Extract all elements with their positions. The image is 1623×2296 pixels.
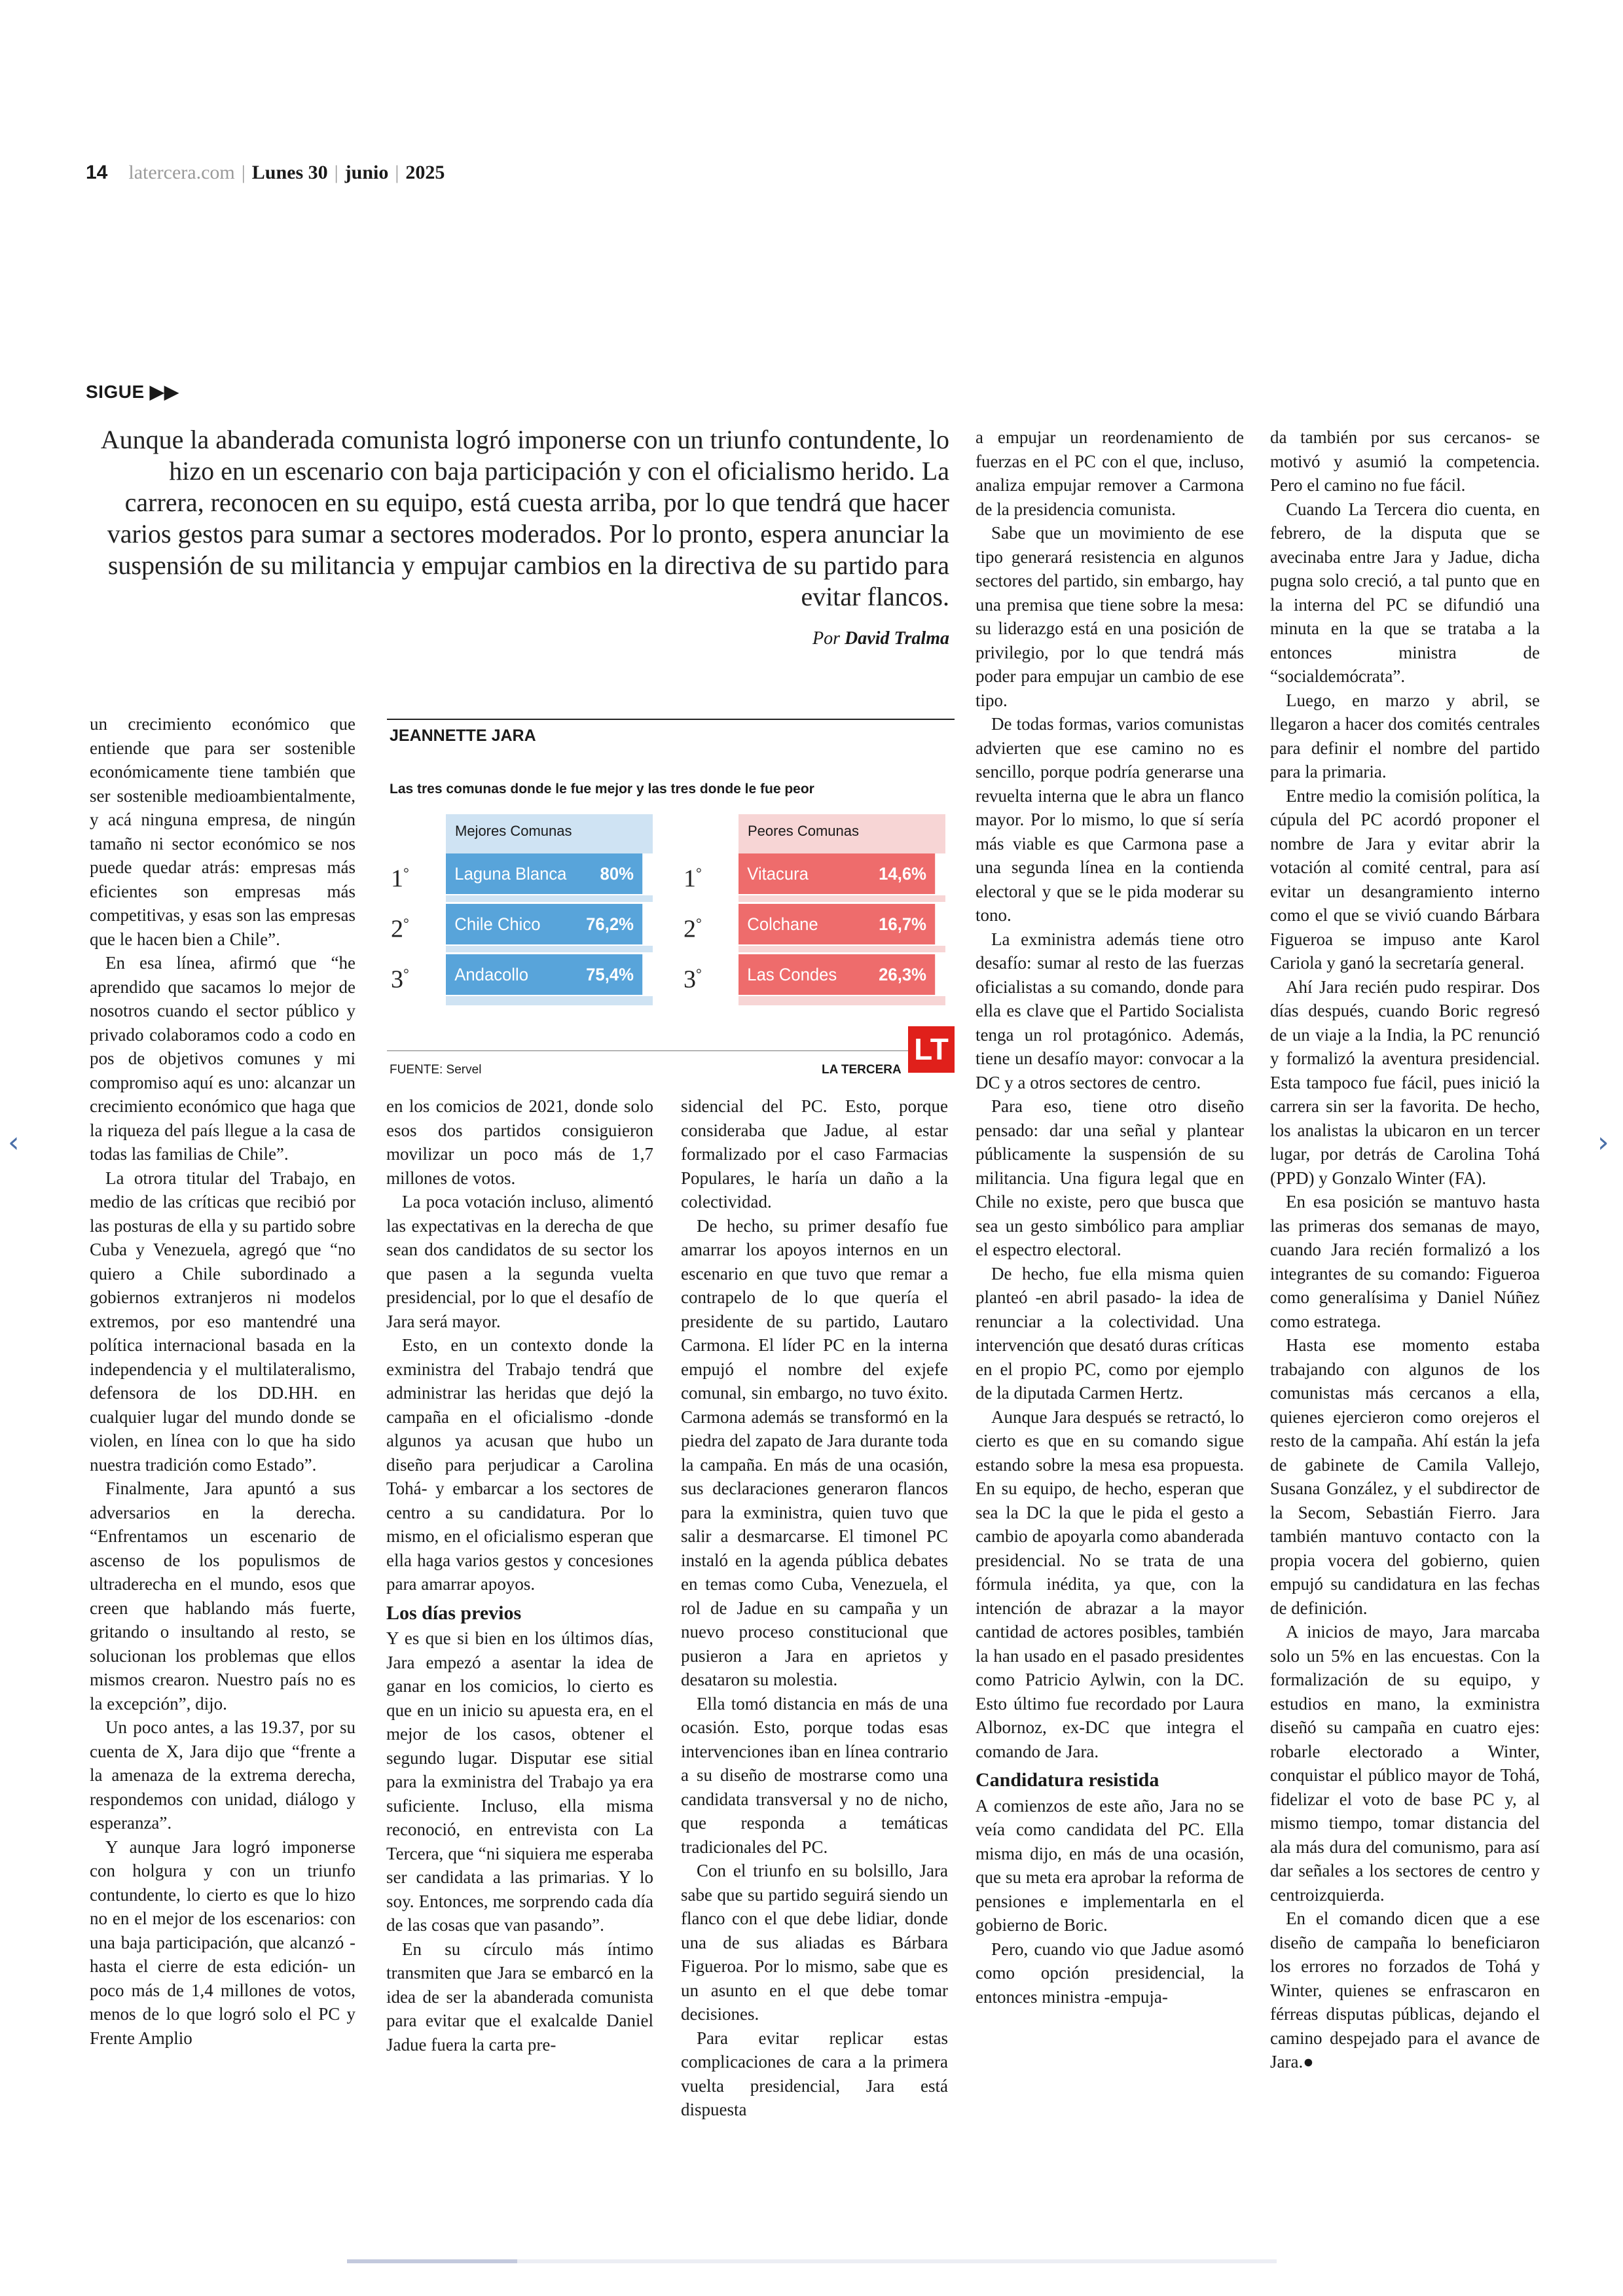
paragraph: da también por sus cercanos- se motivó y asumió la competencia. Pero el camino no fue fácil. [1270,427,1540,495]
page-number: 14 [86,162,108,183]
paragraph: Luego, en marzo y abril, se llegaron a hacer dos comités centrales para definir el nombre del partido para la primaria. [1270,690,1540,781]
infographic-subtitle: Las tres comunas donde le fue mejor y las tres donde le fue peor [390,781,814,797]
byline-author: David Tralma [845,628,949,649]
article-column-5 [1270,425,1540,2074]
byline-prefix: Por [812,628,841,649]
paragraph: en los comicios de 2021, donde solo esos dos partidos consiguieron movilizar un poco más de 1,7 millones de votos. [386,1096,653,1188]
lead-paragraph: Aunque la abanderada comunista logró imponerse con un triunfo contundente, lo hizo en un escenario con baja participación y con el oficialismo herido. La carrera, reconocen en su equipo, está cuesta arriba, por lo que tendrá que hacer varios gestos para sumar a sectores moderados. Por lo pronto, espera anunciar la suspensión de su militancia y empujar cambios en la directiva de su partido para evitar flancos. [100,425,949,611]
paragraph: Finalmente, Jara apuntó a sus adversarios en la derecha. “Enfrentamos un escenario de ascenso de los populismos de ultraderecha en el mundo, esos que creen que hablando más fuerte, gritando o insultando al resto, se solucionan los problemas que ellos mismos crearon. Nuestro país no es la excepción”, dijo. [90,1479,356,1713]
paragraph: Hasta ese momento estaba trabajando con algunos de los comunistas más cercanos a ella, quienes ejercieron como orejeros el resto de la campaña. Ahí están la jefa de gabinete de Camila Vallejo, Susana González, y el subdirector de la Secom, Sebastián Fierro. Jara también mantuvo contacto con la propia vocera del gobierno, quien empujó su candidatura en las fechas de definición. [1270,1335,1540,1618]
paragraph: Ahí Jara recién pudo respirar. Dos días después, cuando Boric regresó de un viaje a la India, la PC renunció y formalizó la aventura presidencial. Esta tampoco fue fácil, pues inició la carrera sin ser la favorita. De hecho, los analistas la ubicaron en un tercer lugar, por detrás de Carolina Tohá (PPD) y Gonzalo Winter (FA). [1270,977,1540,1188]
comuna-value: 26,3% [879,964,926,984]
ranking-bar [739,853,935,894]
paragraph: Con el triunfo en su bolsillo, Jara sabe que su partido seguirá siendo un flanco con el que debe lidiar, donde una de sus aliadas es Bárbara Figueroa. Por lo mismo, sabe que es un asunto en el que debe tomar decisiones. [681,1861,948,2024]
rank: 3° [684,965,702,994]
subheading: Candidatura resistida [976,1769,1159,1791]
comuna-name: Colchane [747,914,818,934]
ranking-bar [739,954,935,995]
ranking-row [680,850,945,897]
header-day: Lunes [251,162,304,183]
comuna-value: 14,6% [879,863,926,884]
infographic-source: FUENTE: Servel [390,1063,482,1077]
ranking-bar [446,904,642,944]
paragraph: En esa línea, afirmó que “he aprendido que sacamos lo mejor de nosotros cuando el sector público y privado colaboramos codo a codo en pos de objetivos comunes y mi compromiso aquí es uno: alcanzar un crecimiento económico que haga que la riqueza del país llegue a la casa de todas las familias de Chile”. [90,953,356,1164]
ranking-bar [446,853,642,894]
ranking-row [387,950,653,997]
ranking-row [680,950,945,997]
worst-header: Peores Comunas [739,814,945,848]
paragraph: En el comando dicen que a ese diseño de campaña lo beneficiaron los errores no forzados de Tohá y Winter, quienes se enfrascaron en férreas disputas públicas, dejando el camino despejado para el avance de Jara.● [1270,1909,1540,2072]
paragraph: Sabe que un movimiento de ese tipo generará resistencia en algunos sectores del partido, sin embargo, hay una premisa que tiene sobre la mesa: su liderazgo está en una posición de privilegio, por lo que tendrá más poder para empujar un cambio de ese tipo. [976,523,1244,710]
ranking-bar [739,904,935,944]
subheading: Los días previos [386,1602,522,1624]
paragraph: La otrora titular del Trabajo, en medio de las críticas que recibió por las posturas de ella y su partido sobre Cuba y Venezuela, agregó que “no quiero a Chile subordinado a gobiernos extranjeros ni modelos extremos, por eso mantendré una política internacional basada en la independencia y el multilateralismo, defensora de los DD.HH. en cualquier lugar del mundo donde se violen, en línea con lo que ha sido nuestra tradición como Estado”. [90,1168,356,1475]
next-page-button[interactable]: › [1597,1126,1609,1159]
paragraph: La exministra además tiene otro desafío: sumar al resto de las fuerzas oficialistas a su comando, donde para ella es clave que el Partido Socialista tenga un rol protagónico. Además, tiene un desafío mayor: convocar a la DC y a otros sectores de centro. [976,929,1244,1092]
header-year: 2025 [405,162,445,183]
paragraph: Un poco antes, a las 19.37, por su cuenta de X, Jara dijo que “frente a la amenaza de la extrema derecha, respondemos con unidad, diálogo y esperanza”. [90,1717,356,1833]
comuna-name: Vitacura [747,863,809,884]
rank: 2° [391,915,409,943]
paragraph: sidencial del PC. Esto, porque consideraba que Jadue, al estar formalizado por el caso Farmacias Populares, le haría un daño a la colectividad. [681,1096,948,1211]
brand-name: LA TERCERA [822,1063,902,1077]
header-month: junio [344,162,389,183]
la-tercera-logo: LT [908,1026,955,1073]
paragraph: a empujar un reordenamiento de fuerzas en el PC con el que, incluso, analiza empujar remover a Carmona de la presidencia comunista. [976,427,1244,519]
byline [687,628,949,649]
paragraph: De hecho, su primer desafío fue amarrar los apoyos internos en un escenario en que tuvo que remar a contrapelo de lo que quería el presidente de su partido, Lautaro Carmona. El líder PC en la interna empujó el nombre del exjefe comunal, sin embargo, no tuvo éxito. Carmona además se transformó en la piedra del zapato de Jara durante toda la campaña. En más de una ocasión, sus declaraciones generaron flancos para la exministra, quien tuvo que salir a desmarcarse. El timonel PC instaló en la agenda pública debates en temas como Cuba, Venezuela, el rol de Jadue en su campaña y un nuevo proceso constitucional que pusieron a Jara en aprietos y desataron su molestia. [681,1215,948,1689]
article-column-3 [681,1094,948,2122]
comuna-name: Laguna Blanca [454,863,567,884]
article-column-4 [976,425,1244,2009]
paragraph: Para eso, tiene otro diseño pensado: dar una señal y plantear públicamente la suspensión de su militancia. Una figura legal que en Chile no existe, pero que busca que sea un gesto simbólico para ampliar el espectro electoral. [976,1096,1244,1259]
paragraph: Y es que si bien en los últimos días, Jara empezó a asentar la idea de ganar en los comicios, lo cierto es que en un inicio su apuesta era, en el mejor de los casos, obtener el segundo lugar. Disputar ese sitial para la exministra del Trabajo ya era suficiente. Incluso, ella misma reconoció, en entrevista con La Tercera, que “ni siquiera me esperaba ser candidata a las primarias. Y lo soy. Entonces, me sorprendo cada día de las cosas que van pasando”. [386,1628,653,1935]
paragraph: un crecimiento económico que entiende que para ser sostenible económicamente tiene también que ser sostenible medioambientalmente, y acá ninguna empresa, de ningún tamaño ni sector económico se nos puede quedar atrás: empresas más eficientes son empresas más competitivas, y esas son las empresas que le hacen bien a Chile”. [90,714,356,949]
infographic [387,719,955,1088]
ranking-bar [446,954,642,995]
paragraph: De todas formas, varios comunistas advierten que ese camino no es sencillo, porque podría generarse una revuelta interna que le abra un flanco mayor. Por lo mismo, lo que sí sería más viable es que Carmona pase a una segunda línea en la contienda electoral y que se le pida moderar su tono. [976,714,1244,925]
paragraph: Ella tomó distancia en más de una ocasión. Esto, porque todas esas intervenciones iban en línea contrario a su diseño de mostrarse como una candidata transversal y no de nicho, que responda a temáticas tradicionales del PC. [681,1693,948,1857]
ranking-row [387,900,653,947]
best-header: Mejores Comunas [446,814,653,848]
rank: 3° [391,965,409,994]
comuna-value: 75,4% [586,964,634,984]
ranking-row [680,900,945,947]
section-label: SIGUE ▶▶ [86,382,179,402]
best-comunas-panel [387,814,655,1076]
paragraph: Esto, en un contexto donde la exministra del Trabajo tendrá que administrar las heridas que dejó la campaña en el oficialismo -donde algunos ya acusan que hubo un diseño para perjudicar a Carolina Tohá- y embarcar a los sectores de centro a su candidatura. Por lo mismo, en el oficialismo esperan que ella haga varios gestos y concesiones para amarrar apoyos. [386,1335,653,1594]
paragraph: Y aunque Jara logró imponerse con holgura y con un triunfo contundente, lo cierto es que lo hizo no en el mejor de los escenarios: con una baja participación, que alcanzó -hasta el cierre de esta edición- un poco más de 1,4 millones de votos, menos de lo que logró solo el PC y Frente Amplio [90,1837,356,2048]
article-column-1 [90,712,356,2050]
rank: 1° [391,865,409,893]
paragraph: Pero, cuando vio que Jadue asomó como opción presidencial, la entonces ministra -empuja- [976,1939,1244,2007]
scrollbar-thumb[interactable] [347,2259,517,2263]
ranking-row [387,850,653,897]
paragraph: Cuando La Tercera dio cuenta, en febrero, de la disputa que se avecinaba entre Jara y Jadue, dicha pugna solo creció, a tal punto que en la interna del PC se difundió una minuta en la que se trataba a la entonces ministra de “socialdemócrata”. [1270,499,1540,686]
paragraph: Para evitar replicar estas complicaciones de cara a la primera vuelta presidencial, Jara está dispuesta [681,2028,948,2119]
comuna-value: 76,2% [586,914,634,934]
page-header: 14 latercera.com | Lunes 30 | junio | 2025 [86,162,445,183]
comuna-value: 16,7% [879,914,926,934]
paragraph: En su círculo más íntimo transmiten que Jara se embarcó en la idea de ser la abanderada comunista para evitar que el exalcalde Daniel Jadue fuera la carta pre- [386,1939,653,2054]
comuna-name: Andacollo [454,964,528,984]
rank: 2° [684,915,702,943]
comuna-name: Las Condes [747,964,837,984]
paragraph: La poca votación incluso, alimentó las expectativas en la derecha de que sean dos candidatos de su sector los que pasen a la segunda vuelta presidencial, por lo que el desafío de Jara será mayor. [386,1192,653,1331]
header-date: 30 [308,162,328,183]
paragraph: Aunque Jara después se retractó, lo cierto es que en su comando sigue estando sobre la mesa esa propuesta. En su equipo, de hecho, esperan que sea la DC la que le pida el gesto a cambio de apoyarla como abanderada presidencial. No se trata de una fórmula inédita, ya que, con la intención de abrazar a la mayor cantidad de actores posibles, también la han usado en el pasado presidentes como Patricio Aylwin, con la DC. Esto último fue recordado por Laura Albornoz, ex-DC que integra el comando de Jara. [976,1407,1244,1761]
paragraph: Entre medio la comisión política, la cúpula del PC acordó proponer el nombre de Jara y evitar abrir la votación al comité central, para así evitar un desangramiento interno como el que se vivió cuando Bárbara Figueroa se impuso ante Karol Cariola y ganó la secretaría general. [1270,785,1540,973]
site-name: latercera.com [128,162,235,183]
previous-page-button[interactable]: ‹ [8,1126,20,1159]
comuna-value: 80% [600,863,634,884]
paragraph: En esa posición se mantuvo hasta las primeras dos semanas de mayo, cuando Jara recién formalizó a los integrantes de su comando: Figueroa como generalísima y Daniel Núñez como estratega. [1270,1192,1540,1331]
paragraph: A inicios de mayo, Jara marcaba solo un 5% en las encuestas. Con la formalización de su equipo, y estudios en mano, la exministra diseñó su campaña en cuatro ejes: robarle electorado a Winter, conquistar el público mayor de Tohá, fidelizar el voto de base PC y, al mismo tiempo, tomar distancia del ala más dura del comunismo, para así dar señales a los sectores de centro y centroizquierda. [1270,1622,1540,1905]
rank: 1° [684,865,702,893]
paragraph: De hecho, fue ella misma quien planteó -en abril pasado- la idea de renunciar a la colectividad. Una intervención que desató duras críticas en el propio PC, como por ejemplo de la diputada Carmen Hertz. [976,1263,1244,1403]
paragraph: A comienzos de este año, Jara no se veía como candidata del PC. Ella misma dijo, en más de una ocasión, que su meta era aprobar la reforma de pensiones e implementarla en el gobierno de Boric. [976,1795,1244,1935]
infographic-title: JEANNETTE JARA [390,726,536,745]
article-column-2 [386,1094,653,2056]
comuna-name: Chile Chico [454,914,541,934]
